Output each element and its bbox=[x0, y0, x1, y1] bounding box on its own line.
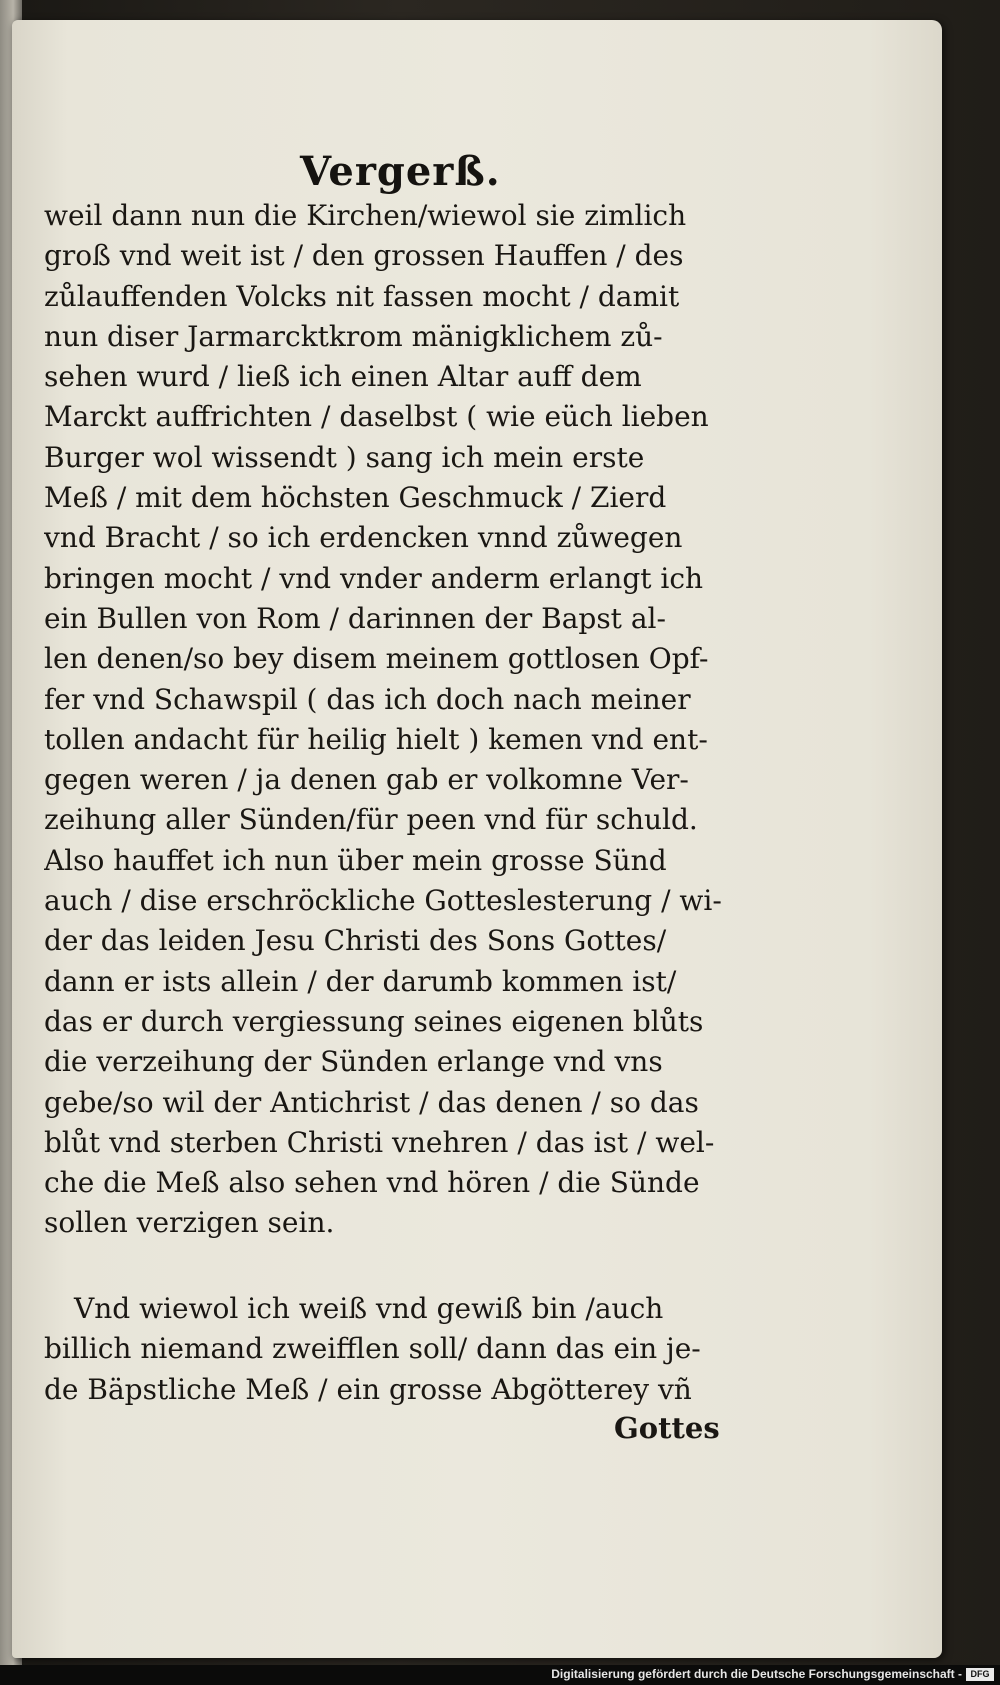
footer-credit-text: Digitalisierung gefördert durch die Deutsche Forschungsgemeinschaft - bbox=[551, 1667, 962, 1681]
text-line: Also hauffet ich nun über mein grosse Sünd bbox=[44, 843, 667, 877]
page-header: Vergerß. bbox=[300, 148, 501, 195]
text-line: zeihung aller Sünden/für peen vnd für schuld. bbox=[44, 803, 698, 837]
text-line: Burger wol wissendt ) sang ich mein erste bbox=[44, 440, 645, 474]
dfg-logo-icon: DFG bbox=[966, 1668, 994, 1681]
text-line: zůlauffenden Volcks nit fassen mocht / damit bbox=[44, 279, 680, 313]
text-line: gebe/so wil der Antichrist / das denen / so das bbox=[44, 1085, 699, 1119]
text-line: ein Bullen von Rom / darinnen der Bapst al- bbox=[44, 601, 666, 635]
text-line: der das leiden Jesu Christi des Sons Gottes/ bbox=[44, 924, 667, 958]
catchword: Gottes bbox=[614, 1411, 720, 1445]
text-line: bringen mocht / vnd vnder anderm erlangt ich bbox=[44, 561, 704, 595]
text-line: Meß / mit dem höchsten Geschmuck / Zierd bbox=[44, 481, 667, 515]
text-line: nun diser Jarmarcktkrom mänigklichem zů- bbox=[44, 319, 663, 353]
text-line: tollen andacht für heilig hielt ) kemen vnd ent- bbox=[44, 722, 708, 756]
text-line: gegen weren / ja denen gab er volkomne Ver- bbox=[44, 763, 689, 797]
text-line: billich niemand zweifflen soll/ dann das ein je- bbox=[44, 1332, 701, 1366]
text-line: len denen/so bey disem meinem gottlosen Opf- bbox=[44, 642, 709, 676]
paragraph-main bbox=[44, 196, 764, 1244]
text-line: das er durch vergiessung seines eigenen blůts bbox=[44, 1004, 704, 1038]
text-line: groß vnd weit ist / den grossen Hauffen / des bbox=[44, 239, 684, 273]
text-line: dann er ists allein / der darumb kommen ist/ bbox=[44, 964, 677, 998]
text-line: fer vnd Schawspil ( das ich doch nach meiner bbox=[44, 682, 691, 716]
text-line: vnd Bracht / so ich erdencken vnnd zůwegen bbox=[44, 521, 683, 555]
text-line: Vnd wiewol ich weiß vnd gewiß bin /auch bbox=[74, 1292, 664, 1325]
paragraph-second bbox=[44, 1288, 764, 1409]
text-line: de Bäpstliche Meß / ein grosse Abgötterey vñ bbox=[44, 1372, 692, 1406]
text-line: weil dann nun die Kirchen/wiewol sie zimlich bbox=[44, 199, 687, 232]
text-line: Marckt auffrichten / daselbst ( wie eüch lieben bbox=[44, 400, 709, 434]
text-line: blůt vnd sterben Christi vnehren / das ist / wel- bbox=[44, 1125, 715, 1159]
digitization-footer bbox=[0, 1665, 1000, 1685]
text-line: sehen wurd / ließ ich einen Altar auff dem bbox=[44, 360, 642, 394]
text-line: sollen verzigen sein. bbox=[44, 1206, 335, 1240]
text-line: auch / dise erschröckliche Gotteslesterung / wi- bbox=[44, 884, 722, 918]
text-line: che die Meß also sehen vnd hören / die Sünde bbox=[44, 1166, 700, 1200]
text-line: die verzeihung der Sünden erlange vnd vns bbox=[44, 1045, 663, 1079]
